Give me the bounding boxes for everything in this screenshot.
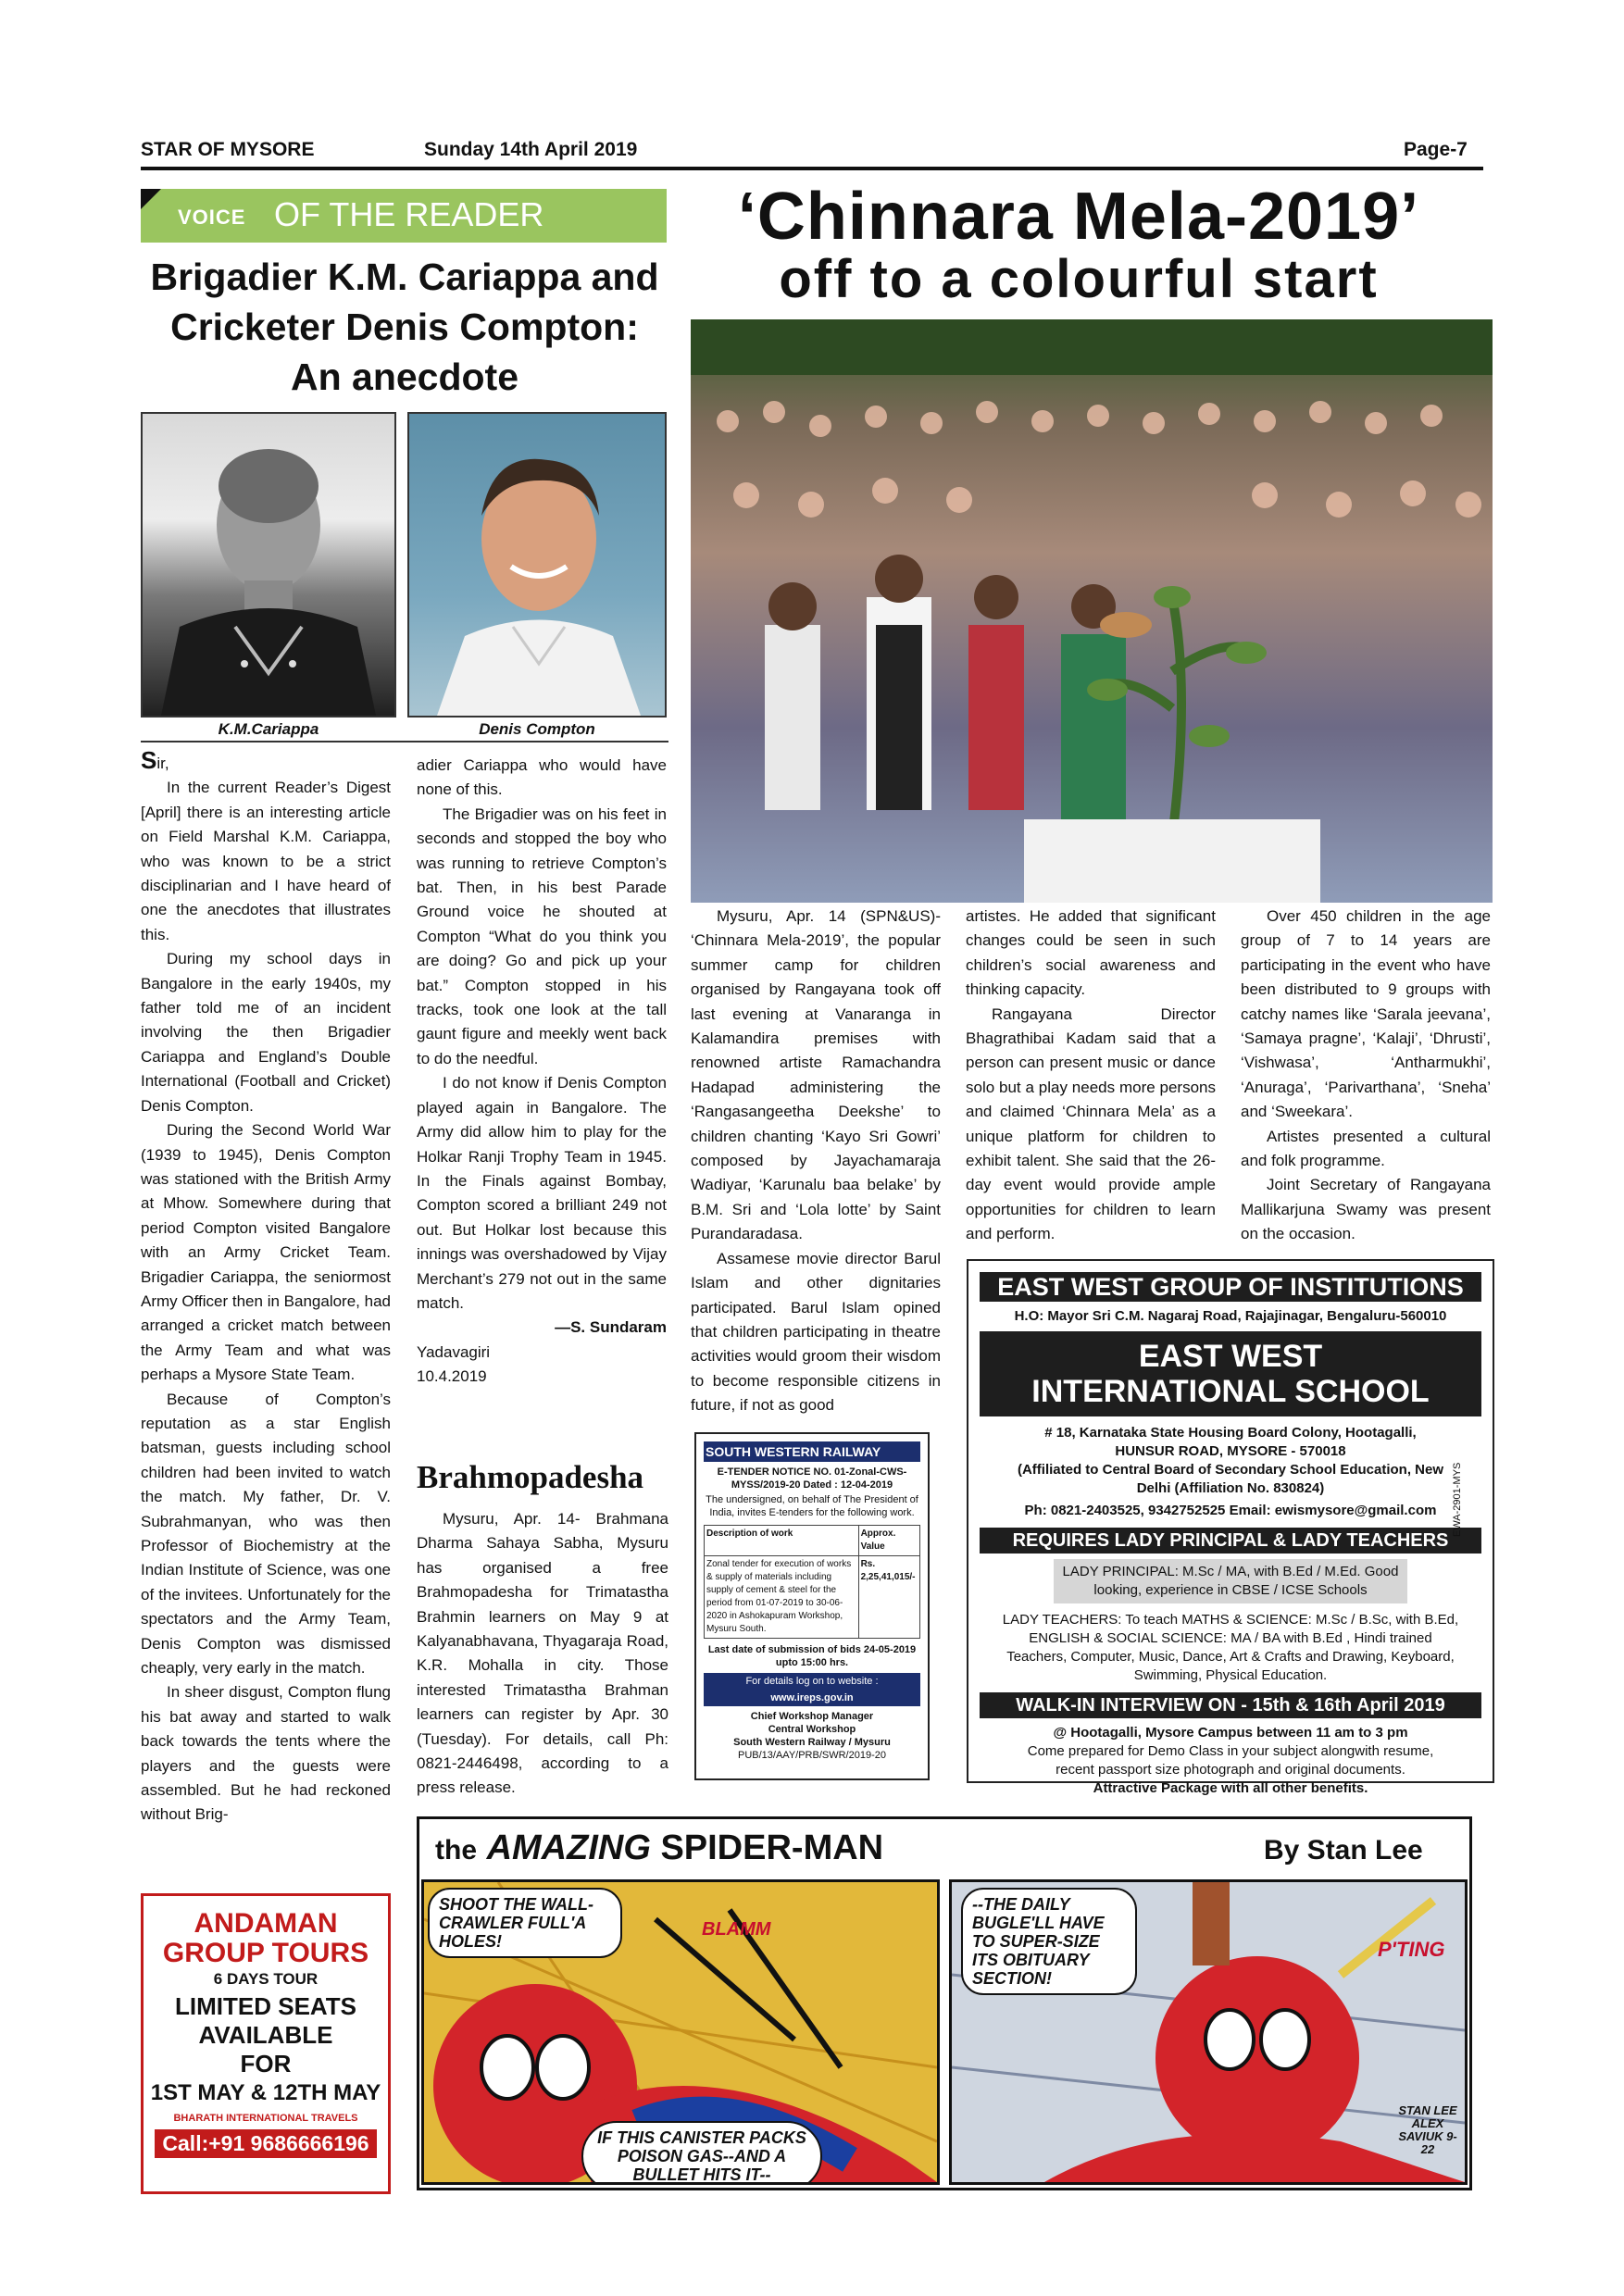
letter-salutation [141,748,391,776]
cariappa-caption: K.M.Cariappa [218,720,319,738]
andaman-agency: BHARATH INTERNATIONAL TRAVELS [173,2113,358,2124]
school-package: Attractive Package with all other benefits. [1093,1780,1368,1796]
andaman-available: AVAILABLE [198,2021,333,2049]
masthead-date: Sunday 14th April 2019 [424,139,638,160]
railway-signer: South Western Railway / Mysuru [733,1737,891,1748]
mela-paragraph: Over 450 children in the age group of 7 to 14 years are participating in the event who have been distributed to 9 groups with catchy names like ‘Sarala jeevana’, ‘Samaya pragne’, ‘Kalaji’, ‘Dhrusti’, ‘Vishwasa’, ‘Antharmukhi’, ‘Anuraga’, ‘Parivarthana’, ‘Sneha’ and ‘Sweekara’. [1241,907,1491,1121]
mela-paragraph: Assamese movie director Barul Islam and other dignitaries participated. Barul Islam opined that children participating in theatre activities would groom their wisdom to become responsible citizens in future, if not as good [691,1249,941,1415]
mela-paragraph: artistes. He added that significant changes could be seen in such children’s social awareness and thinking capacity. [966,907,1216,999]
railway-last-date: Last date of submission of bids 24-05-2019 upto 15:00 hrs. [707,1644,917,1668]
comic-sound-effect: P'TING [1378,1938,1445,1961]
comic-title [435,1828,883,1868]
brahmopadesha-body [417,1507,668,1801]
andaman-dates: 1ST MAY & 12TH MAY [150,2080,381,2105]
school-principal-req: LADY PRINCIPAL: M.Sc / MA, with B.Ed / M.Ed. Good looking, experience in CBSE / ICSE Schools [1054,1559,1407,1603]
voice-banner-title: OF THE READER [274,195,544,233]
school-contact: Ph: 0821-2403525, 9342752525 Email: ewismysore@gmail.com [1024,1503,1437,1518]
letter-column-1 [141,748,391,1828]
railway-intro: The undersigned, on behalf of The President of India, invites E-tenders for the following work. [706,1494,918,1518]
letter-signature: —S. Sundaram [555,1318,667,1337]
letter-paragraph: During my school days in Bangalore in the early 1940s, my father told me of an incident involving the then Brigadier Cariappa and England’s Double International (Football and Cricket) Denis Compton. [141,950,391,1115]
railway-website-link[interactable]: www.ireps.gov.in [704,1690,920,1706]
letter-headline: Brigadier K.M. Cariappa and Cricketer Denis Compton: An anecdote [150,256,659,398]
salutation-rest: ir, [156,755,169,772]
compton-portrait-icon [409,414,665,716]
masthead-paper-name: STAR OF MYSORE [141,139,315,160]
mela-column-2 [966,905,1216,1247]
letter-paragraph: During the Second World War (1939 to 1945), Denis Compton was stationed with the British Army at Mhow. Somewhere during that period Compton visited Bangalore with an Army Cricket Team. Brigadier Cariappa, the seniormost Army Officer then in Bangalore, had arranged a cricket match between the Army Team and what was perhaps a Mysore State Team. [141,1121,391,1384]
comic-panel-1 [421,1879,940,2185]
comic-title-rest: SPIDER-MAN [660,1828,884,1867]
mela-column-3 [1241,905,1491,1247]
letter-paragraph: I do not know if Denis Compton played again in Bangalore. The Army did allow him to play for the Holkar Ranji Trophy Team in 1945. In the Finals against Bombay, Compton scored a brilliant 249 not out. But Holkar lost because this innings was overshadowed by Vijay Merchant’s 279 not out in the same match. [417,1074,667,1312]
school-address: HUNSUR ROAD, MYSORE - 570018 [1115,1443,1346,1459]
crowd-photo-icon [691,319,1493,903]
andaman-seats: LIMITED SEATS [175,1992,356,2020]
railway-table-header: Description of work [705,1526,859,1556]
letter-date: 10.4.2019 [417,1367,487,1386]
school-note: Come prepared for Demo Class in your subject alongwith resume, recent passport size photograph and original documents. [1027,1743,1434,1778]
letter-paragraph: adier Cariappa who would have none of this. [417,756,667,799]
comic-speech-bubble: --THE DAILY BUGLE'LL HAVE TO SUPER-SIZE ITS OBITUARY SECTION! [961,1888,1137,1995]
header-rule [141,167,1483,170]
railway-tender-ad [694,1432,930,1780]
compton-caption: Denis Compton [479,720,595,738]
school-name-line1: EAST WEST [1138,1339,1323,1374]
mela-subheadline: off to a colourful start [779,249,1379,309]
school-teachers-req: LADY TEACHERS: To teach MATHS & SCIENCE: M.Sc / B.Sc, with B.Ed, ENGLISH & SOCIAL SCIENCE: MA / BA with B.Ed , Hindi trained Teachers, Computer, Music, Dance, Art & Crafts and Drawing, Keyboard, Swimming, Physical Education. [1002,1612,1459,1683]
andaman-tour-ad [141,1893,391,2194]
comic-speech-bubble: SHOOT THE WALL-CRAWLER FULL'A HOLES! [428,1888,622,1958]
comic-sound-effect: BLAMM [702,1919,771,1940]
letter-paragraph: In the current Reader’s Digest [April] there is an interesting article on Field Marshal K.M. Cariappa, who was known to be a strict disciplinarian and I have heard of one the anecdotes that illustrates this. [141,779,391,943]
school-venue: @ Hootagalli, Mysore Campus between 11 am to 3 pm [1053,1725,1408,1741]
andaman-duration: 6 DAYS TOUR [213,1970,319,1988]
comic-title-the: the [435,1835,477,1866]
railway-tender-table [704,1525,920,1639]
mela-paragraph: Mysuru, Apr. 14 (SPN&US)- ‘Chinnara Mela-2019’, the popular summer camp for children organised by Rangayana took off last evening at Vanaranga in Kalamandira premises with renowned artiste Ramachandra Hadapad administering the ‘Rangasangeetha Deekshe’ to children chanting ‘Kayo Sri Gowri’ composed by Jayachamaraja Wadiyar, ‘Karunalu baa belake’ by B.M. Sri and ‘Lola lotte’ by Saint Purandaradasa. [691,907,941,1243]
brahmopadesha-title: Brahmopadesha [417,1459,644,1495]
school-head-office: H.O: Mayor Sri C.M. Nagaraj Road, Rajajinagar, Bengaluru-560010 [1014,1308,1447,1324]
voice-banner-label: VOICE [178,206,246,229]
letter-place: Yadavagiri [417,1342,491,1361]
school-address: # 18, Karnataka State Housing Board Colony, Hootagalli, [1044,1425,1417,1441]
railway-table-cell: Zonal tender for execution of works & supply of materials including supply of cement & steel for the period from 01-07-2019 to 30-06-2020 in Ashokapuram Workshop, Mysuru South. [705,1556,859,1639]
voice-banner-corner [141,189,161,209]
school-affiliation: (Affiliated to Central Board of Secondary School Education, New Delhi (Affiliation No. 830824) [1017,1462,1444,1496]
school-ad [967,1259,1494,1796]
cariappa-photo [141,412,396,718]
comic-byline: By Stan Lee [1264,1835,1423,1866]
railway-signer: Central Workshop [768,1724,856,1735]
railway-ad-title: SOUTH WESTERN RAILWAY [704,1441,920,1462]
railway-reference: PUB/13/AAY/PRB/SWR/2019-20 [738,1750,886,1761]
comic-title-amazing: AMAZING [486,1828,651,1867]
railway-details-label: For details log on to website : [704,1673,920,1690]
letter-paragraph: The Brigadier was on his feet in seconds and stopped the boy who was running to retrieve Compton’s bat. Then, in his best Parade Ground voice he shouted at Compton “What do you think you are doing? Go and pick up your bat.” Compton stopped in his tracks, took one look at the tall gaunt figure and meekly went back to do the needful. [417,805,667,1067]
letter-paragraph: In sheer disgust, Compton flung his bat away and started to walk back towards the tents where the players and the guests were assembled. But he had reckoned without Brig- [141,1683,391,1824]
cariappa-portrait-icon [143,414,394,716]
mela-photo [691,319,1493,903]
mela-paragraph: Joint Secretary of Rangayana Mallikarjuna Swamy was present on the occasion. [1241,1176,1491,1243]
page-number: Page-7 [1404,139,1468,160]
compton-photo [407,412,667,718]
school-name-line2: INTERNATIONAL SCHOOL [1031,1374,1430,1409]
school-walkin-banner: WALK-IN INTERVIEW ON - 15th & 16th April 2019 [980,1692,1481,1718]
brahmopadesha-paragraph: Mysuru, Apr. 14- Brahmana Dharma Sahaya Sabha, Mysuru has organised a free Brahmopadesha for Trimatastha Brahmin learners on May 9 at Kalyanabhavana, Thyagaraja Road, K.R. Mohalla in city. Those interested Trimatastha Brahman learners can register by Apr. 30 (Tuesday). For details, call Ph: 0821-2446498, according to a press release. [417,1510,668,1797]
railway-table-cell: Rs. 2,25,41,015/- [858,1556,919,1639]
comic-credit: STAN LEE ALEX SAVIUK 9-22 [1398,2103,1457,2156]
letter-paragraph: Because of Compton’s reputation as a star English batsman, guests including school children had been invited to watch the match. My father, Dr. V. Subrahmanyan, who was then Professor of Biochemistry at the Indian Institute of Science, was one of the invitees. Unfortunately for the spectators and the Army Team, Denis Compton was dismissed cheaply, very early in the match. [141,1390,391,1678]
comic-panel-2 [949,1879,1468,2185]
letter-column-2 [417,754,667,1390]
mela-column-1 [691,905,941,1418]
andaman-subtitle: GROUP TOURS [162,1938,369,1968]
mela-paragraph: Rangayana Director Bhagrathibai Kadam said that a person can present music or dance solo but a play needs more persons and claimed ‘Chinnara Mela’ as a unique platform for children to exhibit talent. She said that the 26-day event would provide ample opportunities for children to learn and perform. [966,1004,1216,1243]
andaman-phone: Call:+91 9686666196 [155,2129,377,2158]
mela-headline: ‘Chinnara Mela-2019’ [737,180,1420,254]
school-group-name: EAST WEST GROUP OF INSTITUTIONS [980,1272,1481,1302]
school-ad-code: EWA-2901-MYS [1452,1462,1463,1537]
comic-speech-bubble: IF THIS CANISTER PACKS POISON GAS--AND A BULLET HITS IT-- [581,2121,822,2185]
caption-rule [141,741,668,742]
railway-notice-number: E-TENDER NOTICE NO. 01-Zonal-CWS-MYSS/2019-20 Dated : 12-04-2019 [717,1466,907,1491]
salutation-dropcap: S [141,746,157,774]
railway-signer: Chief Workshop Manager [750,1711,874,1722]
mela-paragraph: Artistes presented a cultural and folk programme. [1241,1127,1491,1170]
railway-table-header: Approx. Value [858,1526,919,1556]
school-requires-banner: REQUIRES LADY PRINCIPAL & LADY TEACHERS [980,1528,1481,1554]
school-name [980,1331,1481,1416]
andaman-for: FOR [240,2050,292,2078]
andaman-title: ANDAMAN [194,1908,338,1939]
